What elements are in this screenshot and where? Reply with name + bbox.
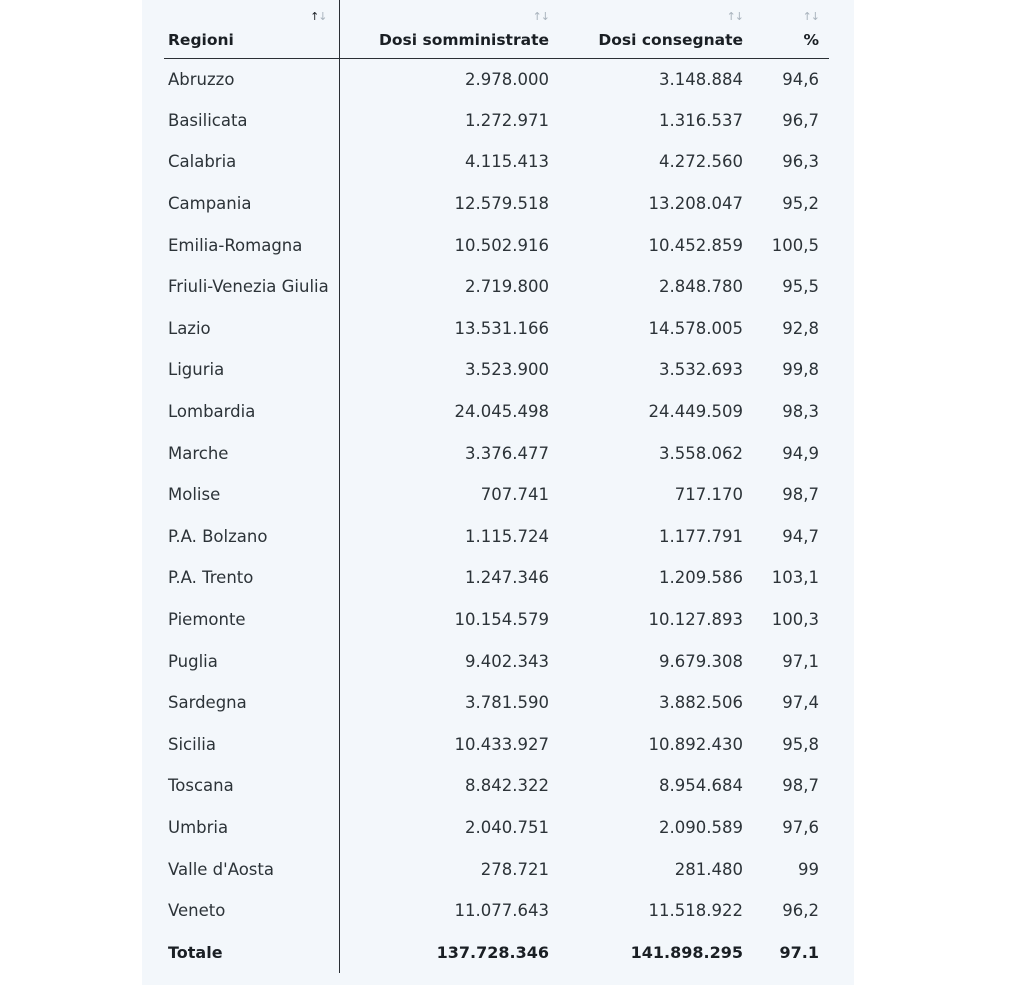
cell-delivered: 10.127.893 — [648, 610, 743, 630]
cell-administered: 3.781.590 — [465, 693, 549, 713]
cell-region: Umbria — [164, 807, 339, 849]
cell-percent: 98,3 — [782, 402, 819, 422]
cell-delivered: 9.679.308 — [659, 651, 743, 671]
column-header-administered-label: Dosi somministrate — [379, 30, 549, 49]
cell-delivered: 3.532.693 — [659, 360, 743, 380]
table-row — [164, 100, 829, 142]
cell-percent: 97,1 — [782, 651, 819, 671]
cell-administered: 10.502.916 — [454, 235, 549, 255]
cell-delivered: 24.449.509 — [648, 402, 743, 422]
cell-region: Campania — [164, 183, 339, 225]
header-row — [164, 0, 829, 58]
table-row — [164, 890, 829, 932]
cell-delivered: 8.954.684 — [659, 776, 743, 796]
cell-administered: 1.247.346 — [465, 568, 549, 588]
cell-percent: 103,1 — [771, 568, 819, 588]
cell-percent: 100,5 — [771, 235, 819, 255]
cell-region: Marche — [164, 432, 339, 474]
sort-delivered-icon[interactable]: ↑↓ — [726, 10, 743, 23]
table-row — [164, 848, 829, 890]
cell-delivered: 10.892.430 — [648, 734, 743, 754]
cell-administered: 2.978.000 — [465, 69, 549, 89]
cell-delivered: 3.882.506 — [659, 693, 743, 713]
cell-percent: 97.1 — [779, 942, 819, 962]
column-header-region-label: Regioni — [168, 30, 234, 49]
cell-administered: 9.402.343 — [465, 651, 549, 671]
table-row — [164, 682, 829, 724]
cell-percent: 95,2 — [782, 194, 819, 214]
table-row — [164, 640, 829, 682]
cell-percent: 94,6 — [782, 69, 819, 89]
cell-delivered: 281.480 — [674, 859, 743, 879]
cell-percent: 98,7 — [782, 485, 819, 505]
cell-administered: 2.040.751 — [465, 817, 549, 837]
cell-percent: 95,8 — [782, 734, 819, 754]
cell-administered: 13.531.166 — [454, 318, 549, 338]
cell-delivered: 3.148.884 — [659, 69, 743, 89]
cell-delivered: 1.316.537 — [659, 110, 743, 130]
table-row — [164, 432, 829, 474]
cell-delivered: 14.578.005 — [648, 318, 743, 338]
table-row — [164, 141, 829, 183]
cell-percent: 95,5 — [782, 277, 819, 297]
cell-administered: 278.721 — [480, 859, 549, 879]
column-header-delivered-label: Dosi consegnate — [598, 30, 743, 49]
table-row — [164, 349, 829, 391]
table-row — [164, 266, 829, 308]
column-header-percent-label: % — [803, 30, 819, 49]
cell-administered: 3.376.477 — [465, 443, 549, 463]
table-row — [164, 599, 829, 641]
table-row — [164, 807, 829, 849]
cell-administered: 10.433.927 — [454, 734, 549, 754]
table-total-row — [164, 931, 829, 973]
cell-percent: 94,9 — [782, 443, 819, 463]
cell-administered: 8.842.322 — [465, 776, 549, 796]
cell-administered: 12.579.518 — [454, 194, 549, 214]
cell-administered: 3.523.900 — [465, 360, 549, 380]
cell-region: Molise — [164, 474, 339, 516]
cell-delivered: 10.452.859 — [648, 235, 743, 255]
sort-region-icon[interactable]: ↑↓ — [310, 10, 327, 23]
cell-delivered: 717.170 — [674, 485, 743, 505]
cell-percent: 98,7 — [782, 776, 819, 796]
table-row — [164, 183, 829, 225]
cell-region: Lazio — [164, 308, 339, 350]
cell-delivered: 1.209.586 — [659, 568, 743, 588]
cell-percent: 94,7 — [782, 526, 819, 546]
table-row — [164, 724, 829, 766]
table-row — [164, 308, 829, 350]
cell-administered: 10.154.579 — [454, 610, 549, 630]
table-row — [164, 58, 829, 100]
cell-region: Emilia-Romagna — [164, 224, 339, 266]
cell-percent: 96,3 — [782, 152, 819, 172]
sort-percent-icon[interactable]: ↑↓ — [802, 10, 819, 23]
table-panel — [142, 0, 854, 985]
cell-percent: 97,4 — [782, 693, 819, 713]
cell-delivered: 141.898.295 — [630, 942, 743, 962]
cell-percent: 99 — [798, 859, 819, 879]
cell-administered: 707.741 — [480, 485, 549, 505]
table-row — [164, 765, 829, 807]
vaccine-doses-table — [164, 0, 829, 973]
table-row — [164, 557, 829, 599]
cell-administered: 2.719.800 — [465, 277, 549, 297]
cell-delivered: 4.272.560 — [659, 152, 743, 172]
cell-administered: 137.728.346 — [436, 942, 549, 962]
cell-administered: 1.115.724 — [465, 526, 549, 546]
cell-region: Totale — [164, 931, 339, 973]
cell-region: Piemonte — [164, 599, 339, 641]
cell-region: Toscana — [164, 765, 339, 807]
table-row — [164, 224, 829, 266]
cell-delivered: 2.090.589 — [659, 817, 743, 837]
column-header-region[interactable] — [164, 0, 339, 58]
cell-delivered: 2.848.780 — [659, 277, 743, 297]
cell-region: Veneto — [164, 890, 339, 932]
table-row — [164, 474, 829, 516]
cell-region: Friuli-Venezia Giulia — [164, 266, 339, 308]
cell-region: P.A. Trento — [164, 557, 339, 599]
cell-region: Liguria — [164, 349, 339, 391]
cell-region: Sardegna — [164, 682, 339, 724]
cell-region: Calabria — [164, 141, 339, 183]
cell-administered: 24.045.498 — [454, 402, 549, 422]
table-body — [164, 58, 829, 973]
column-header-percent[interactable] — [753, 0, 829, 58]
cell-region: Basilicata — [164, 100, 339, 142]
cell-percent: 92,8 — [782, 318, 819, 338]
cell-percent: 96,2 — [782, 901, 819, 921]
column-header-delivered[interactable] — [559, 0, 753, 58]
cell-delivered: 13.208.047 — [648, 194, 743, 214]
cell-region: Valle d'Aosta — [164, 848, 339, 890]
table-header — [164, 0, 829, 58]
cell-percent: 97,6 — [782, 817, 819, 837]
cell-region: Puglia — [164, 640, 339, 682]
cell-administered: 1.272.971 — [465, 110, 549, 130]
cell-delivered: 11.518.922 — [648, 901, 743, 921]
cell-delivered: 1.177.791 — [659, 526, 743, 546]
cell-delivered: 3.558.062 — [659, 443, 743, 463]
cell-region: P.A. Bolzano — [164, 516, 339, 558]
cell-region: Lombardia — [164, 391, 339, 433]
cell-region: Sicilia — [164, 724, 339, 766]
cell-region: Abruzzo — [164, 58, 339, 100]
cell-administered: 4.115.413 — [465, 152, 549, 172]
table-row — [164, 391, 829, 433]
table-row — [164, 516, 829, 558]
column-header-administered[interactable] — [339, 0, 559, 58]
cell-percent: 96,7 — [782, 110, 819, 130]
cell-administered: 11.077.643 — [454, 901, 549, 921]
cell-percent: 99,8 — [782, 360, 819, 380]
sort-administered-icon[interactable]: ↑↓ — [532, 10, 549, 23]
cell-percent: 100,3 — [771, 610, 819, 630]
